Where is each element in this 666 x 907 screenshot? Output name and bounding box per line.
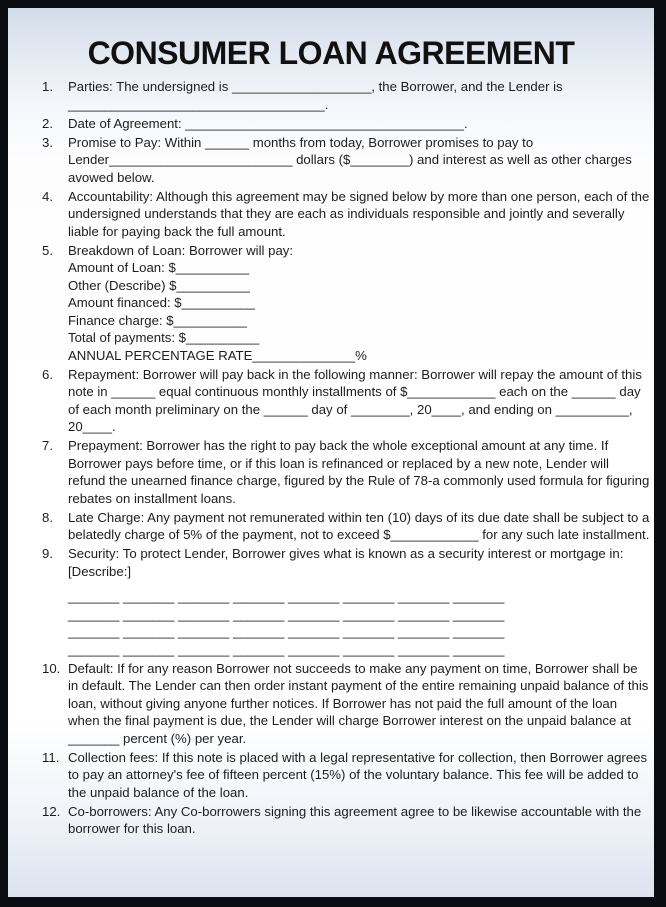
list-item xyxy=(42,749,650,802)
item-body xyxy=(68,188,650,241)
item-paragraph: Repayment: Borrower will pay back in the following manner: Borrower will repay the amount of this note in ______ equal continuous monthly installments of $____________ each on the ______ day of each month preliminary on the ______ day of ________, 20____, and ending on __________, 20____. xyxy=(68,366,642,434)
item-number: 1. xyxy=(42,79,53,94)
item-number: 2. xyxy=(42,115,53,131)
item-body xyxy=(68,134,650,187)
item-paragraph: _______ _______ _______ _______ _______ _______ _______ _______ xyxy=(68,589,505,604)
item-paragraph: Total of payments: $__________ xyxy=(68,330,260,345)
item-paragraph: Late Charge: Any payment not remunerated within ten (10) days of its due date shall be subject to a belatedly charge of 5% of the payment, not to exceed $____________ for any such late installment. xyxy=(68,509,650,542)
list-item xyxy=(42,78,650,113)
item-number: 11. xyxy=(42,749,60,765)
item-paragraph: Prepayment: Borrower has the right to pay back the whole exceptional amount at any time. If Borrower pays before time, or if this loan is refinanced or replaced by a new note, Lender will refund the unearned finance charge, figured by the Rule of 78-a commonly used formula for figuring rebates on installment loans. xyxy=(68,438,650,506)
document-title: CONSUMER LOAN AGREEMENT xyxy=(87,35,575,71)
list-item xyxy=(42,366,650,436)
item-body xyxy=(68,78,650,113)
item-paragraph: Default: If for any reason Borrower not succeeds to make any payment on time, Borrower shall be in default. The Lender can then order instant payment of the entire remaining unpaid balance of this loan, without giving anyone further notices. If Borrower has not paid the full amount of the loan when the final payment is due, the Lender will charge Borrower interest on the unpaid balance at _______ percent (%) per year. xyxy=(68,660,649,746)
item-number: 3. xyxy=(42,134,53,150)
item-paragraph: [Describe:] xyxy=(68,563,132,579)
item-body xyxy=(68,115,650,133)
item-paragraph: ANNUAL PERCENTAGE RATE______________% xyxy=(68,347,367,363)
item-number: 12. xyxy=(42,803,61,819)
list-item xyxy=(42,188,650,241)
agreement-list xyxy=(8,78,654,838)
item-paragraph: Promise to Pay: Within ______ months from today, Borrower promises to pay to Lender_________________________ dollars ($________) and interest as well as other charges avowed below. xyxy=(68,134,632,185)
list-item xyxy=(42,242,650,365)
item-body xyxy=(68,545,650,658)
item-paragraph: _______ _______ _______ _______ _______ _______ _______ _______ xyxy=(68,624,505,639)
item-paragraph: Other (Describe) $__________ xyxy=(68,277,250,293)
item-number: 10. xyxy=(42,660,61,676)
item-body xyxy=(68,749,650,802)
item-paragraph: Amount of Loan: $__________ xyxy=(68,260,250,275)
list-item xyxy=(42,437,650,507)
list-item xyxy=(42,115,650,133)
item-number: 6. xyxy=(42,366,53,382)
item-number: 8. xyxy=(42,509,53,525)
item-paragraph: Date of Agreement: ______________________________________. xyxy=(68,115,468,131)
item-paragraph: _______ _______ _______ _______ _______ _______ _______ _______ xyxy=(68,641,505,657)
item-body xyxy=(68,242,650,365)
item-number: 7. xyxy=(42,438,53,453)
item-number: 9. xyxy=(42,546,53,561)
list-item xyxy=(42,660,650,748)
list-item xyxy=(42,134,650,187)
item-paragraph: Co-borrowers: Any Co-borrowers signing this agreement agree to be likewise accountable with the borrower for this loan. xyxy=(68,803,642,836)
item-paragraph: Amount financed: $__________ xyxy=(68,295,255,310)
item-body xyxy=(68,437,650,507)
item-paragraph: Breakdown of Loan: Borrower will pay: xyxy=(68,242,294,258)
item-paragraph: Accountability: Although this agreement may be signed below by more than one person, each of the undersigned understands that they are each as individuals responsible and jointly and severally liable for paying back the full amount. xyxy=(68,188,650,239)
item-body xyxy=(68,509,650,544)
item-body xyxy=(68,660,650,748)
item-paragraph: Finance charge: $__________ xyxy=(68,312,247,328)
item-paragraph: Parties: The undersigned is ___________________, the Borrower, and the Lender is ___________________________________. xyxy=(68,79,563,112)
item-number: 4. xyxy=(42,188,53,204)
item-paragraph: Collection fees: If this note is placed with a legal representative for collection, then Borrower agrees to pay an attorney's fee of fifteen percent (15%) of the voluntary balance. This fee will be added to the unpaid balance of the loan. xyxy=(68,749,648,800)
list-item xyxy=(42,545,650,658)
blank-spacer xyxy=(68,580,650,588)
list-item xyxy=(42,803,650,838)
item-body xyxy=(68,366,650,436)
item-paragraph: Security: To protect Lender, Borrower gives what is known as a security interest or mortgage in: xyxy=(68,546,624,561)
item-body xyxy=(68,803,650,838)
item-paragraph: _______ _______ _______ _______ _______ _______ _______ _______ xyxy=(68,606,505,622)
list-item xyxy=(42,509,650,544)
item-number: 5. xyxy=(42,242,53,258)
